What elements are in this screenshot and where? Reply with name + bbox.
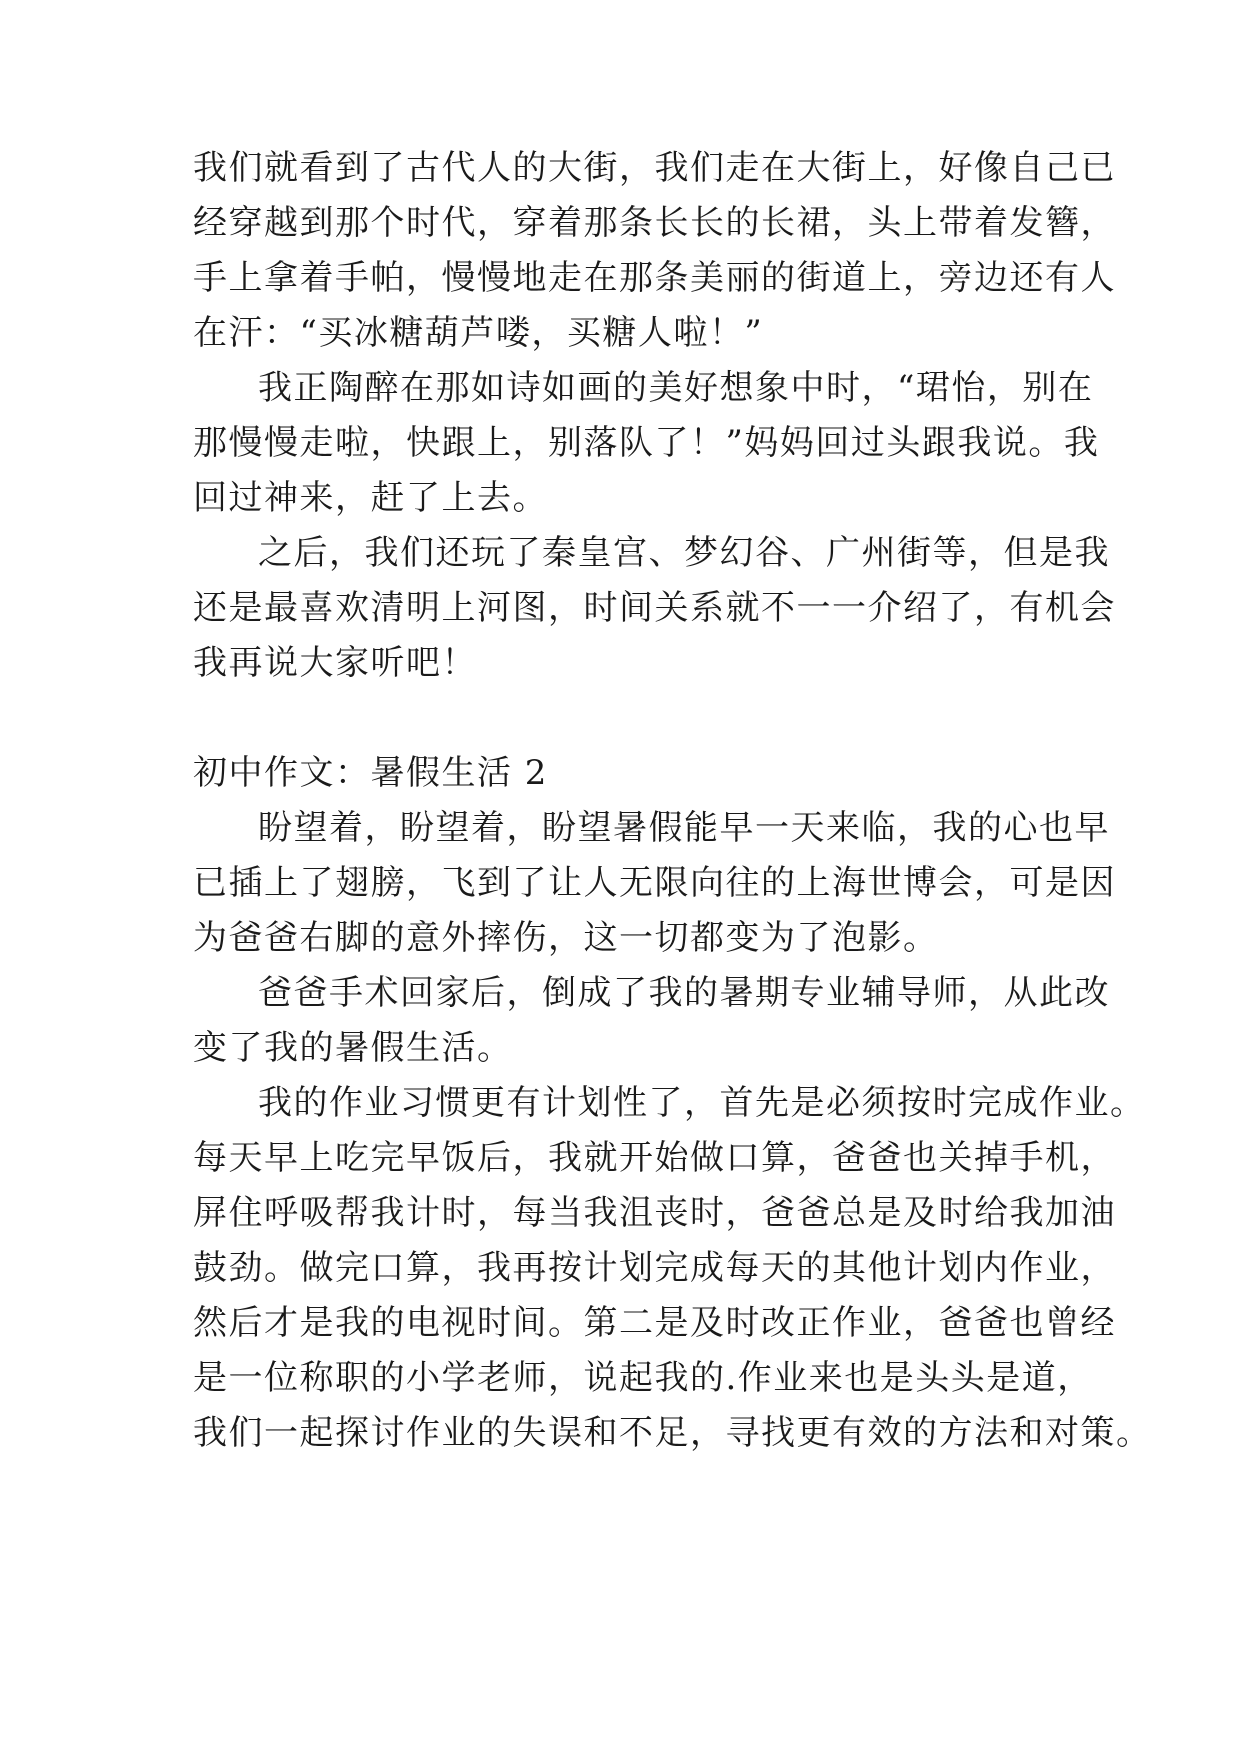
paragraph-line: 手上拿着手帕，慢慢地走在那条美丽的街道上，旁边还有人 <box>193 258 1116 298</box>
paragraph-line: 我们一起探讨作业的失误和不足，寻找更有效的方法和对策。 <box>193 1413 1152 1453</box>
paragraph-line: 为爸爸右脚的意外摔伤，这一切都变为了泡影。 <box>193 918 939 958</box>
paragraph-line: 盼望着，盼望着，盼望暑假能早一天来临，我的心也早 <box>258 808 1110 848</box>
paragraph-line: 屏住呼吸帮我计时，每当我沮丧时，爸爸总是及时给我加油 <box>193 1193 1116 1233</box>
paragraph-line: 我们就看到了古代人的大街，我们走在大街上，好像自己已 <box>193 148 1116 188</box>
paragraph-line: 我的作业习惯更有计划性了，首先是必须按时完成作业。 <box>258 1083 1146 1123</box>
paragraph-line: 然后才是我的电视时间。第二是及时改正作业，爸爸也曾经 <box>193 1303 1116 1343</box>
paragraph-line: 爸爸手术回家后，倒成了我的暑期专业辅导师，从此改 <box>258 973 1110 1013</box>
paragraph-line: 每天早上吃完早饭后，我就开始做口算，爸爸也关掉手机， <box>193 1138 1116 1178</box>
paragraph-line: 在汗：“买冰糖葫芦喽，买糖人啦！” <box>193 313 764 353</box>
paragraph-line: 回过神来，赶了上去。 <box>193 478 548 518</box>
paragraph-line: 还是最喜欢清明上河图，时间关系就不一一介绍了，有机会 <box>193 588 1116 628</box>
paragraph-line: 之后，我们还玩了秦皇宫、梦幻谷、广州街等，但是我 <box>258 533 1110 573</box>
section-heading: 初中作文：暑假生活 2 <box>193 753 548 793</box>
paragraph-line: 我正陶醉在那如诗如画的美好想象中时，“珺怡，别在 <box>258 368 1094 408</box>
paragraph-line: 已插上了翅膀，飞到了让人无限向往的上海世博会，可是因 <box>193 863 1116 903</box>
paragraph-line: 经穿越到那个时代，穿着那条长长的长裙，头上带着发簪， <box>193 203 1116 243</box>
paragraph-line: 是一位称职的小学老师，说起我的.作业来也是头头是道， <box>193 1358 1093 1398</box>
paragraph-line: 鼓劲。做完口算，我再按计划完成每天的其他计划内作业， <box>193 1248 1116 1288</box>
paragraph-line: 我再说大家听吧！ <box>193 643 477 683</box>
paragraph-line: 变了我的暑假生活。 <box>193 1028 513 1068</box>
paragraph-line: 那慢慢走啦，快跟上，别落队了！”妈妈回过头跟我说。我 <box>193 423 1100 463</box>
